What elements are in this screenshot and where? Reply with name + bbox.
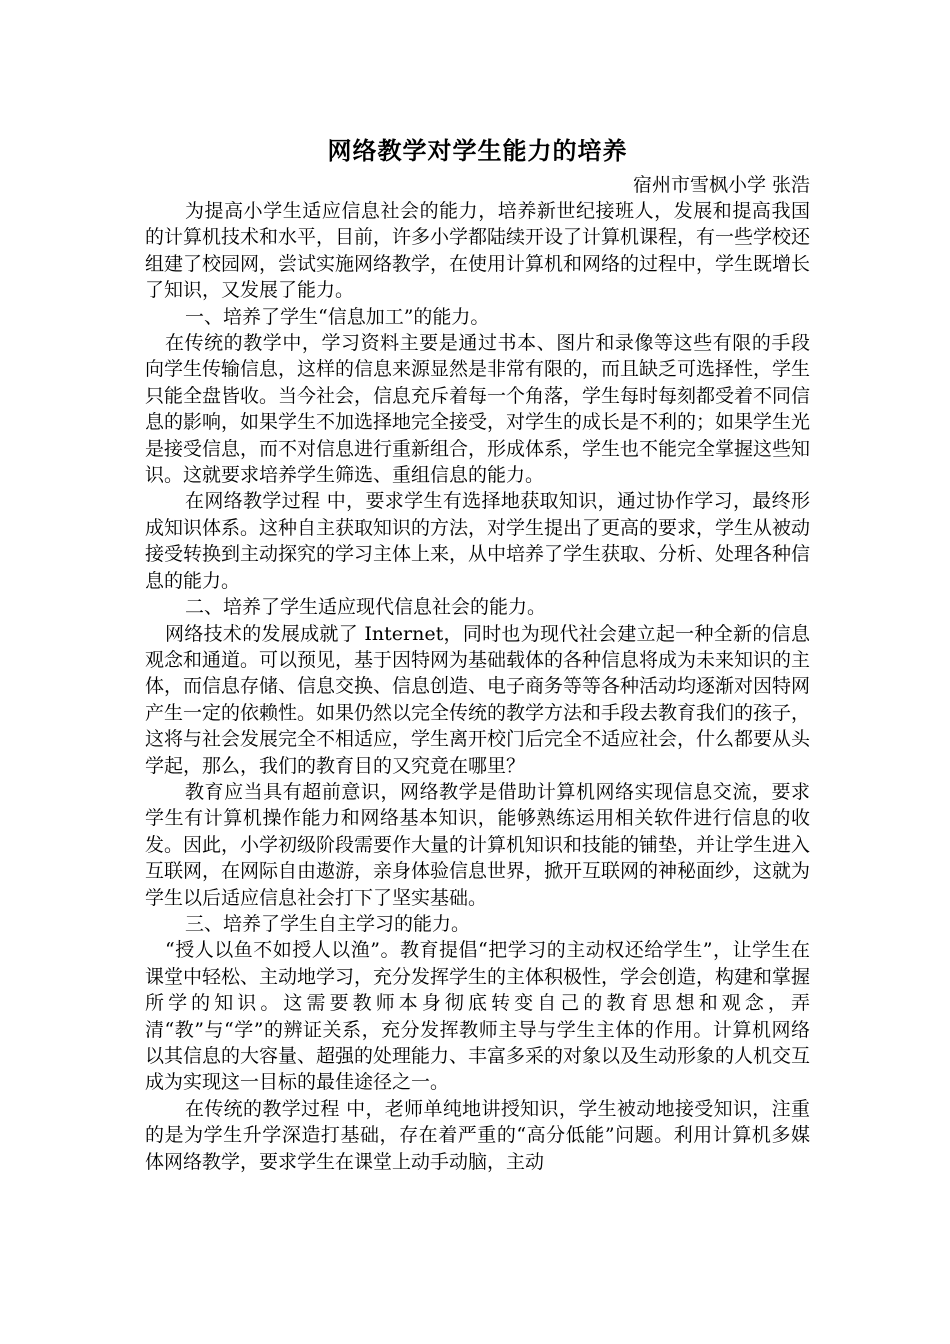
paragraph: 教育应当具有超前意识，网络教学是借助计算机网络实现信息交流，要求学生有计算机操作能力和网络基本知识，能够熟练运用相关软件进行信息的收发。因此，小学初级阶段需要作大量的计算机知识和技能的铺垫，并让学生进入互联网，在网际自由遨游，亲身体验信息世界，掀开互联网的神秘面纱，这就为学生以后适应信息社会打下了坚实基础。 (145, 780, 811, 909)
paragraph: 在网络教学过程 中，要求学生有选择地获取知识，通过协作学习，最终形成知识体系。这种自主获取知识的方法，对学生提出了更高的要求，学生从被动接受转换到主动探究的学习主体上来，从中培养了学生获取、分析、处理各种信息的能力。 (145, 490, 811, 592)
paragraph: 网络技术的发展成就了 Internet，同时也为现代社会建立起一种全新的信息观念和通道。可以预见，基于因特网为基础载体的各种信息将成为未来知识的主体，而信息存储、信息交换、信息创造、电子商务等等各种活动均逐渐对因特网产生一定的依赖性。如果仍然以完全传统的教学方法和手段去教育我们的孩子，这将与社会发展完全不相适应，学生离开校门后完全不适应社会，什么都要从头学起，那么，我们的教育目的又究竟在哪里？ (145, 622, 811, 777)
paragraph: “授人以鱼不如授人以渔”。教育提倡“把学习的主动权还给学生”，让学生在课堂中轻松、主动地学习，充分发挥学生的主体积极性，学会创造，构建和掌握所学的知识。这需要教师本身彻底转变自己的教育思想和观念，弄清“教”与“学”的辨证关系，充分发挥教师主导与学生主体的作用。计算机网络以其信息的大容量、超强的处理能力、丰富多采的对象以及生动形象的人机交互成为实现这一目标的最佳途径之一。 (145, 939, 811, 1094)
section-heading-3: 三、培养了学生自主学习的能力。 (185, 912, 471, 935)
paragraph: 在传统的教学过程 中，老师单纯地讲授知识，学生被动地接受知识，注重的是为学生升学深造打基础，存在着严重的“高分低能”问题。利用计算机多媒体网络教学，要求学生在课堂上动手动脑，主动 (145, 1097, 810, 1173)
section-heading-1: 一、培养了学生“信息加工”的能力。 (185, 305, 490, 328)
document-body (145, 198, 810, 1175)
paragraph: 在传统的教学中，学习资料主要是通过书本、图片和录像等这些有限的手段向学生传输信息，这样的信息来源显然是非常有限的，而且缺乏可选择性，学生只能全盘皆收。当今社会，信息充斥着每一个角落，学生每时每刻都受着不同信息的影响，如果学生不加选择地完全接受，对学生的成长是不利的；如果学生光是接受信息，而不对信息进行重新组合，形成体系，学生也不能完全掌握这些知识。这就要求培养学生筛选、重组信息的能力。 (145, 332, 811, 487)
document-page (145, 134, 810, 1175)
document-title: 网络教学对学生能力的培养 (327, 137, 628, 165)
section-heading-2: 二、培养了学生适应现代信息社会的能力。 (185, 596, 547, 619)
paragraph-intro: 为提高小学生适应信息社会的能力，培养新世纪接班人，发展和提高我国的计算机技术和水平，目前，许多小学都陆续开设了计算机课程，有一些学校还组建了校园网，尝试实施网络教学，在使用计算机和网络的过程中，学生既增长了知识，又发展了能力。 (145, 200, 811, 302)
document-author: 宿州市雪枫小学 张浩 (632, 174, 810, 196)
